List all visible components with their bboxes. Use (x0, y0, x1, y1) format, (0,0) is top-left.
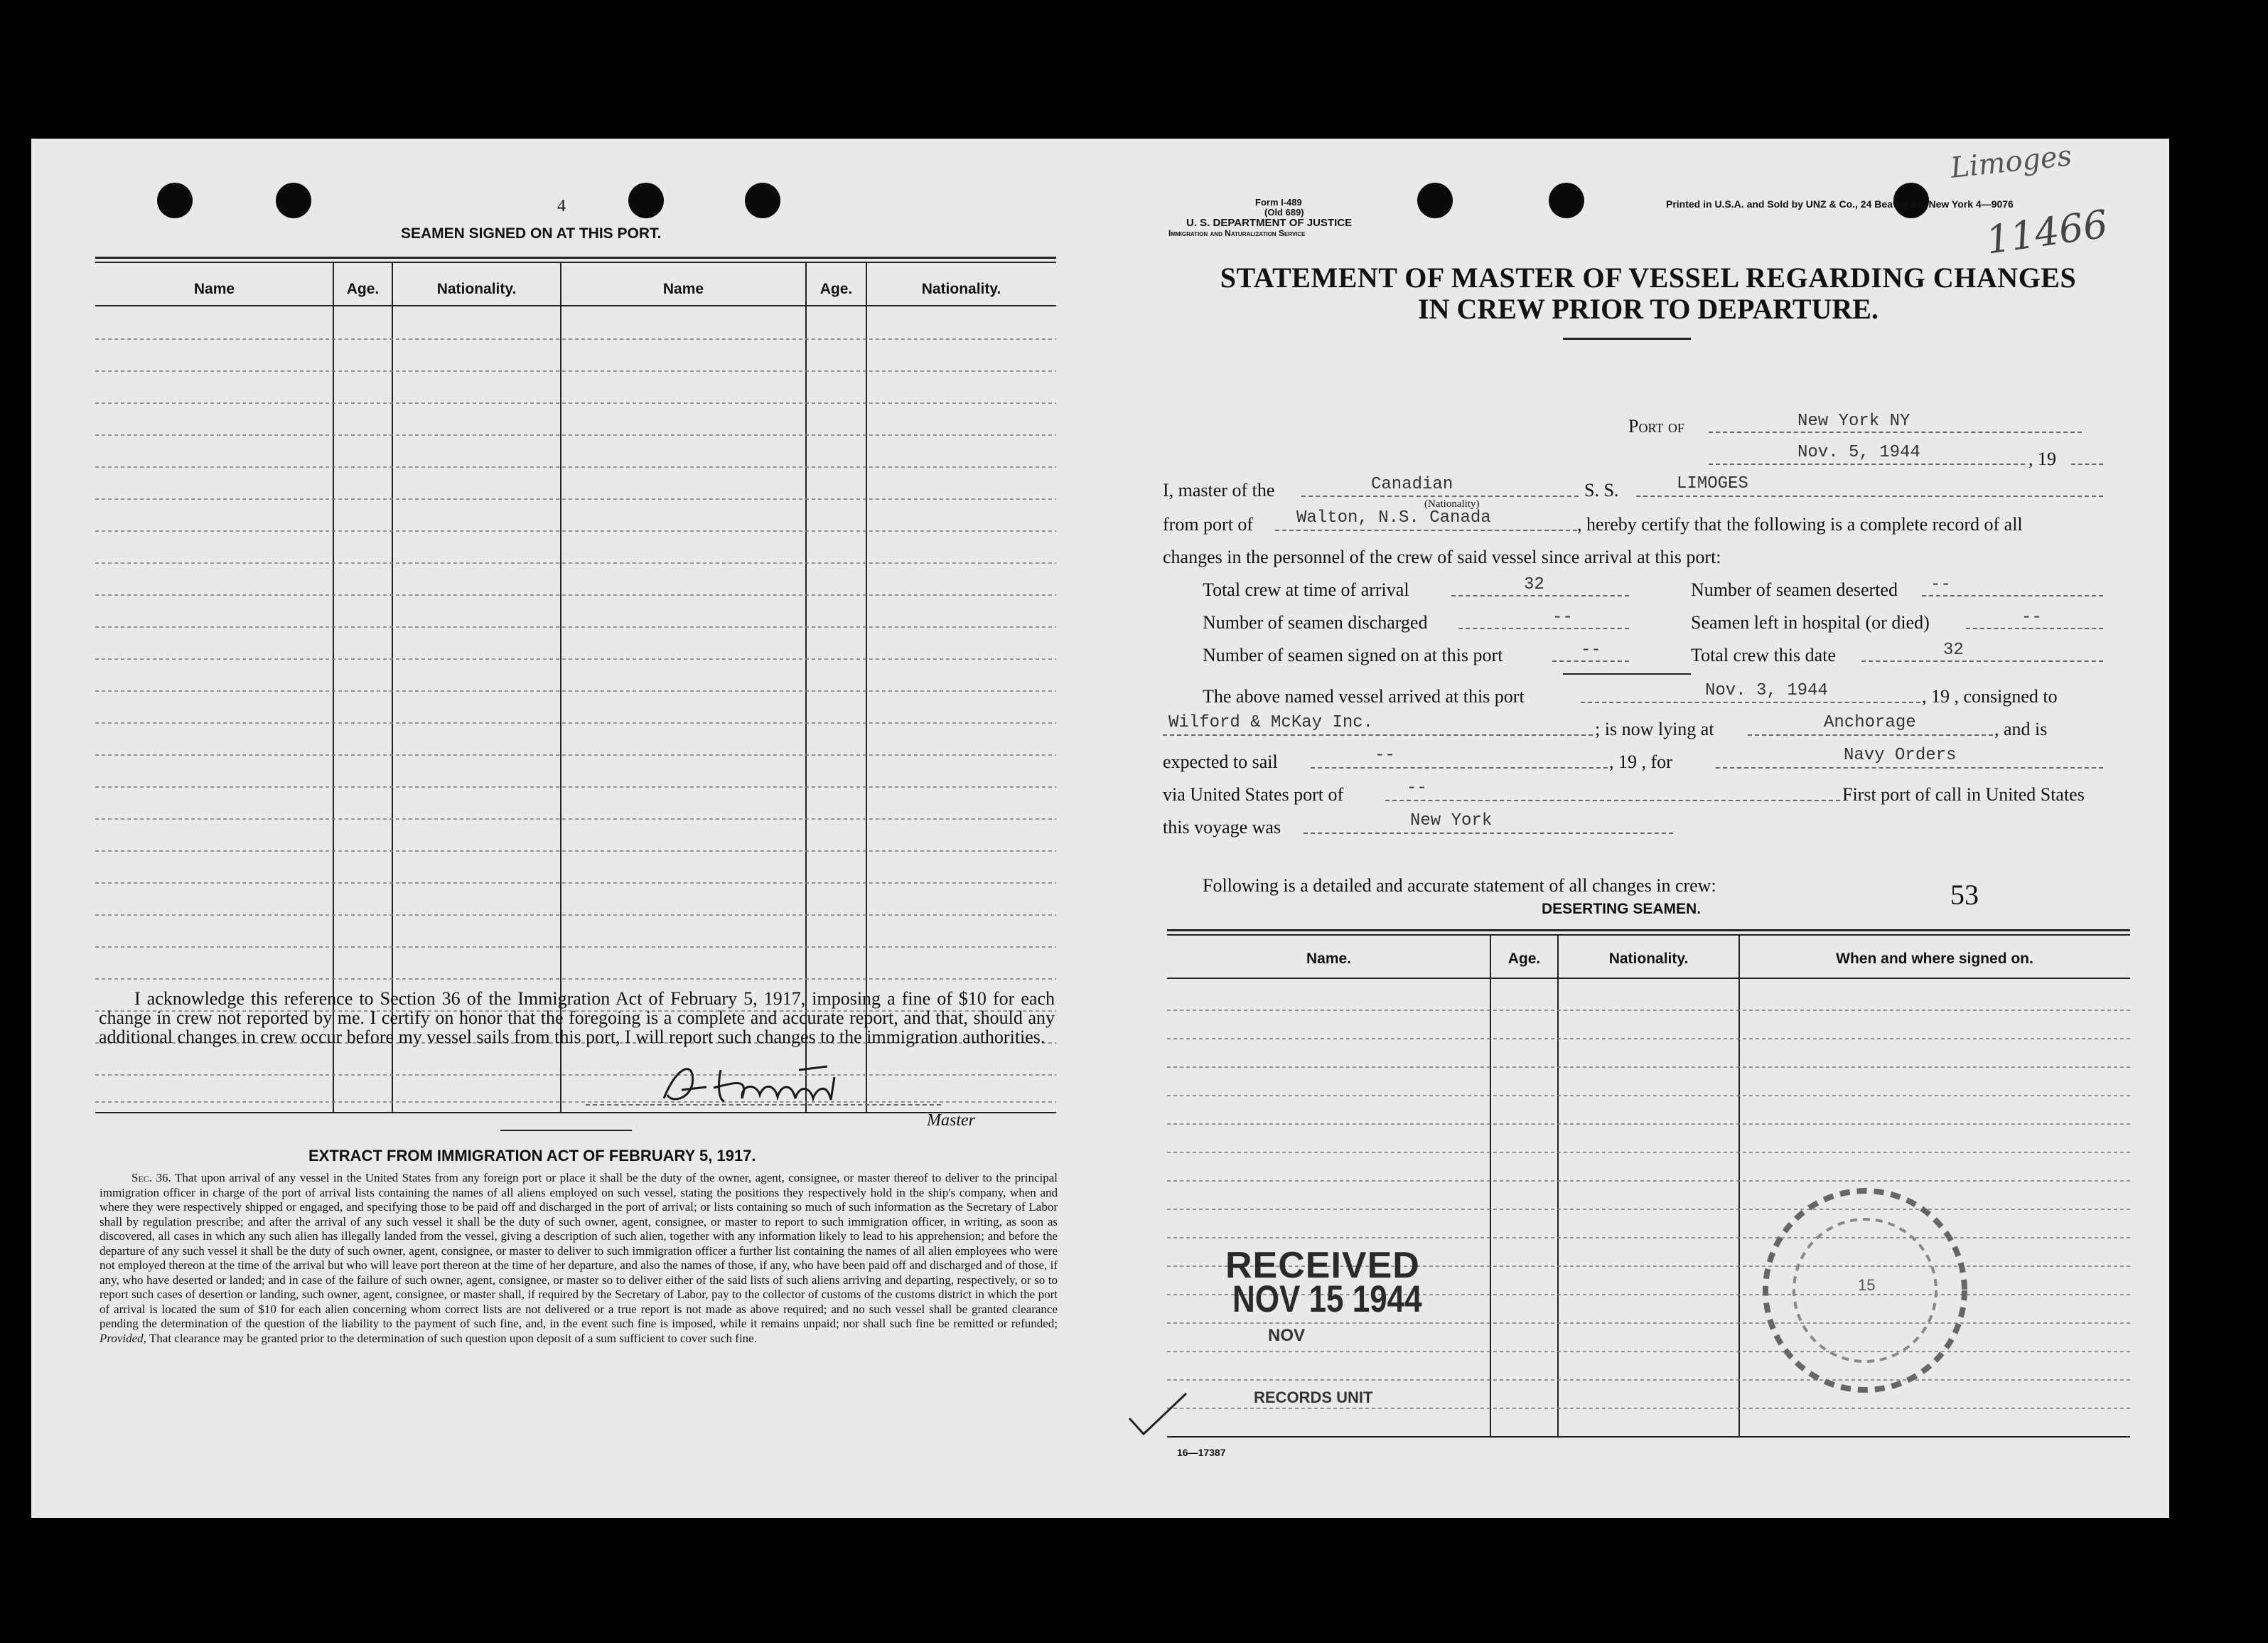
received-stamp-date: NOV 15 1944 (1232, 1278, 1422, 1320)
voyage-label: this voyage was (1163, 817, 1281, 837)
lying-label: ; is now lying at (1595, 719, 1714, 739)
from-port-label: from port of (1163, 514, 1254, 535)
checkmark (1126, 1390, 1190, 1440)
col-header-name: Name (193, 281, 235, 297)
punch-hole (276, 183, 311, 218)
seamen-discharged-label: Number of seamen discharged (1203, 612, 1428, 633)
extract-title: EXTRACT FROM IMMIGRATION ACT OF FEBRUARY 5, 1917. (308, 1147, 756, 1165)
seamen-hospital-value: -- (2021, 608, 2042, 627)
acknowledgement-text: I acknowledge this reference to Section 36 of the Immigration Act of February 5, 1917, imposing a fine of $10 for each change in crew not reported by me. I certify on honor that the foregoing is a complete and accurate report, and that, should any additional changes in crew occur before my vessel sails from this port, I will report such changes to the immigration authorities. (99, 988, 1055, 1047)
vessel-name: LIMOGES (1677, 474, 1748, 493)
punch-hole (157, 183, 193, 218)
col-header-nationality: Nationality. (1608, 951, 1689, 967)
service: Immigration and Naturalization Service (1168, 228, 1306, 238)
round-stamp-number: 15 (1858, 1276, 1876, 1294)
received-stamp-nov: NOV (1268, 1326, 1306, 1345)
deserting-seamen-table (1167, 936, 2134, 1447)
page-count: 53 (1950, 879, 1979, 911)
page-number: 4 (557, 197, 566, 215)
received-stamp: RECEIVED (1225, 1245, 1420, 1286)
deserting-heading: DESERTING SEAMEN. (1542, 901, 1702, 917)
nationality-value: Canadian (1371, 475, 1453, 494)
seamen-signed-label: Number of seamen signed on at this port (1203, 645, 1503, 665)
seamen-signed-value: -- (1581, 641, 1601, 660)
col-header-name: Name (662, 281, 704, 297)
punch-hole (1549, 183, 1584, 218)
form-title-line1: STATEMENT OF MASTER OF VESSEL REGARDING CHANGES (1220, 262, 2077, 294)
col-header-age: Age. (819, 281, 853, 297)
port-of-label: Port of (1628, 416, 1684, 437)
seamen-discharged-value: -- (1552, 608, 1573, 627)
total-crew-date-value: 32 (1943, 641, 1964, 660)
port-of-value: New York NY (1797, 412, 1910, 431)
consignee-value: Wilford & McKay Inc. (1168, 713, 1374, 732)
following-text: Following is a detailed and accurate statement of all changes in crew: (1203, 875, 1716, 896)
total-crew-arrival-label: Total crew at time of arrival (1203, 579, 1409, 600)
certify-text: , hereby certify that the following is a complete record of all (1577, 514, 2023, 535)
arrived-label: The above named vessel arrived at this port (1203, 686, 1525, 707)
expected-value: -- (1375, 746, 1395, 765)
via-label: via United States port of (1163, 784, 1344, 805)
arrived-value: Nov. 3, 1944 (1705, 681, 1828, 700)
total-crew-arrival-value: 32 (1524, 575, 1544, 594)
extract-text: Sec. 36. That upon arrival of any vessel in the United States from any foreign port or place it shall be the duty of the owner, agent, consignee, or master thereof to deliver to the principal immigration officer in charge of the port of arrival lists containing the names of all aliens employed on such vessel, stating the positions they respectively hold in the ship's company, when and where they were respectively shipped or engaged, and specifying those to be paid off and discharged in the port of arrival; or lists containing so much of such information as the Secretary of Labor shall by regulation prescribe; and after the arrival of any such vessel it shall be the duty of such owner, agent, consignee, or master to report to such immigration officer, in writing, as soon as discovered, all cases in which any such alien has illegally landed from the vessel, giving a description of such alien, together with any information likely to lead to his apprehension; and before the departure of any such vessel it shall be the duty of such owner, agent, consignee, or master to deliver to such immigration officer a further list containing the names of all alien employees who were not employed thereon at the time of the arrival but who will leave port thereon at the time of her departure, and also the names of those, if any, who have been paid off and discharged and of those, if any, who have deserted or landed; and in case of the failure of such owner, agent, consignee, or master so to deliver either of the said lists of such aliens arriving and departing, respectively, or so to report such cases of desertion or landing, such owner, agent, consignee, or master shall, if required by the Secretary of Labor, pay to the collector of customs of the customs district in which the port of arrival is located the sum of $10 for each alien concerning whom correct lists are not delivered or a true report is not made as above required; and no such vessel shall be granted clearance pending the determination of the question of the liability to the payment of such fine, and, in the event such fine is imposed, while it remains unpaid; nor shall such fine be remitted or refunded; Provided, That clearance may be granted prior to the determination of such question upon deposit of a sum sufficient to cover such fine. (100, 1171, 1058, 1345)
total-crew-date-label: Total crew this date (1691, 645, 1836, 665)
ss-label: S. S. (1584, 480, 1619, 501)
from-port-value: Walton, N.S. Canada (1296, 508, 1491, 528)
punch-hole (1417, 183, 1453, 218)
form-number: Form I-489 (1255, 197, 1302, 208)
master-signature (657, 1056, 891, 1113)
report-date-value: Nov. 5, 1944 (1797, 443, 1920, 462)
nationality-caption: (Nationality) (1424, 498, 1480, 510)
col-header-age: Age. (1507, 951, 1541, 967)
seamen-hospital-label: Seamen left in hospital (or died) (1691, 612, 1930, 633)
changes-text: changes in the personnel of the crew of said vessel since arrival at this port: (1163, 547, 1721, 567)
document-sheet (31, 139, 2169, 1518)
form-title-line2: IN CREW PRIOR TO DEPARTURE. (1418, 293, 1879, 325)
col-header-name: Name. (1306, 951, 1352, 967)
expected-label: expected to sail (1163, 751, 1278, 772)
signature-role: Master (927, 1111, 975, 1130)
col-header-age: Age. (346, 281, 380, 297)
records-unit-stamp: RECORDS UNIT (1254, 1388, 1373, 1406)
punch-hole (628, 183, 664, 218)
seamen-deserted-value: -- (1930, 575, 1951, 594)
col-header-nationality: Nationality. (921, 281, 1001, 297)
seamen-deserted-label: Number of seamen deserted (1691, 579, 1898, 600)
lying-value: Anchorage (1824, 713, 1916, 732)
department: U. S. DEPARTMENT OF JUSTICE (1186, 217, 1353, 229)
handwritten-ship-note: Limoges (1949, 139, 2074, 185)
footer-code: 16—17387 (1177, 1447, 1226, 1458)
voyage-value: New York (1410, 811, 1493, 830)
punch-hole (745, 183, 780, 218)
form-old-number: (Old 689) (1264, 207, 1304, 218)
via-value: -- (1407, 778, 1427, 798)
col-header-when-where: When and where signed on. (1836, 951, 2033, 967)
handwritten-number: 11466 (1983, 201, 2111, 263)
first-port-label: First port of call in United States (1842, 784, 2085, 805)
section-heading: SEAMEN SIGNED ON AT THIS PORT. (401, 225, 662, 242)
master-of-label: I, master of the (1163, 480, 1275, 501)
and-is-label: , and is (1994, 719, 2048, 739)
year-label: , 19 (2028, 449, 2056, 469)
for-label: , 19 , for (1609, 751, 1672, 772)
consigned-label: , 19 , consigned to (1922, 686, 2058, 707)
for-value: Navy Orders (1844, 746, 1957, 765)
printer-imprint: Printed in U.S.A. and Sold by UNZ & Co., 24 Beaver St., New York 4—9076 (1666, 198, 2014, 210)
col-header-nationality: Nationality. (436, 281, 517, 297)
